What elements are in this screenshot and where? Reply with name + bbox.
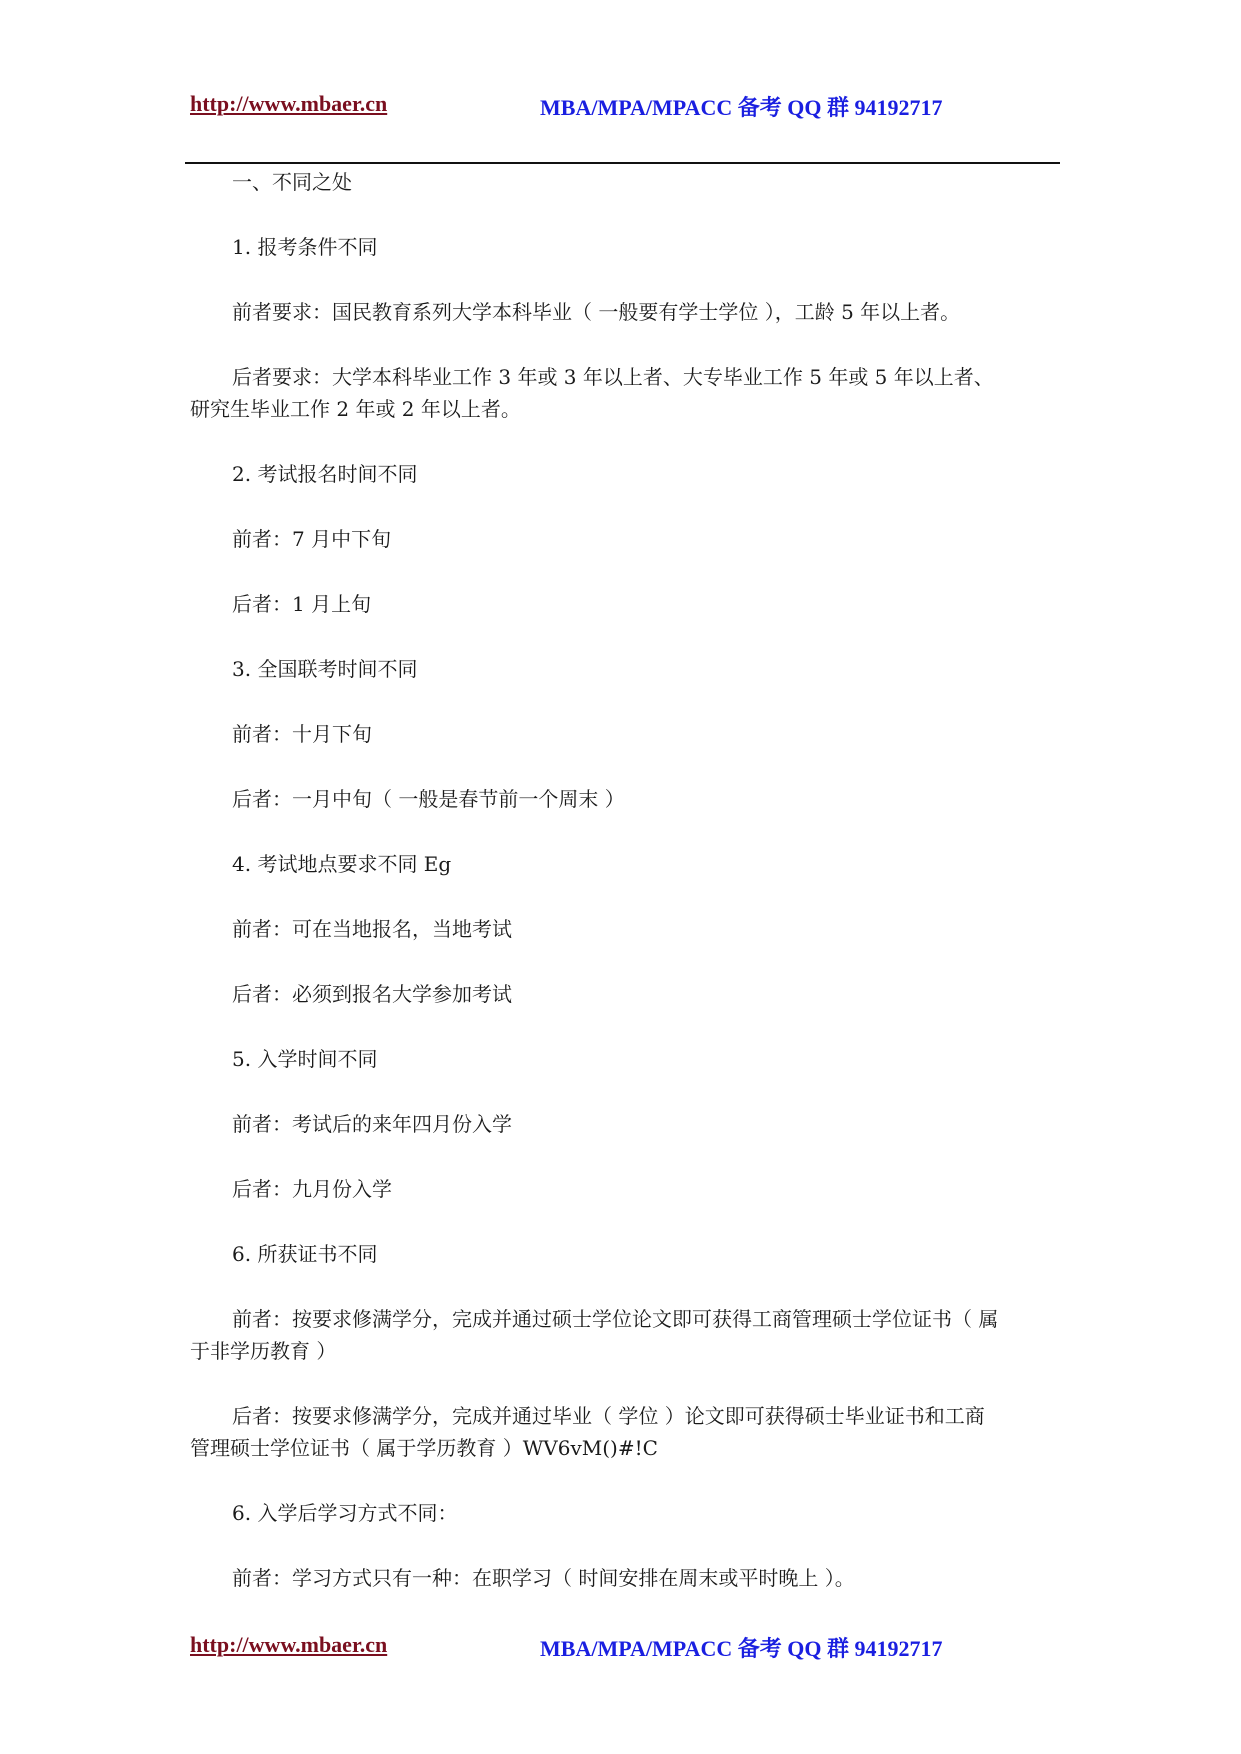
paragraph-line: 管理硕士学位证书（ 属于学历教育 ）WV6vM()#!C [190, 1436, 658, 1460]
paragraph-line: 后者：1 月上旬 [232, 592, 372, 616]
header-divider [185, 162, 1060, 164]
paragraph-line: 研究生毕业工作 2 年或 2 年以上者。 [190, 397, 521, 421]
paragraph-line: 后者要求：大学本科毕业工作 3 年或 3 年以上者、大专毕业工作 5 年或 5 年以上者、 [232, 365, 994, 389]
page-header [190, 91, 1060, 121]
item-heading: 6. 入学后学习方式不同： [232, 1501, 458, 1525]
item-heading: 2. 考试报名时间不同 [232, 462, 418, 486]
section-heading: 一、不同之处 [232, 170, 352, 194]
paragraph-line: 前者：学习方式只有一种：在职学习（ 时间安排在周末或平时晚上 ）。 [232, 1566, 855, 1590]
item-heading: 6. 所获证书不同 [232, 1242, 378, 1266]
paragraph-line: 前者：7 月中下旬 [232, 527, 392, 551]
item-heading: 5. 入学时间不同 [232, 1047, 378, 1071]
page-footer [190, 1632, 1060, 1662]
paragraph-line: 前者要求：国民教育系列大学本科毕业（ 一般要有学士学位 ），工龄 5 年以上者。 [232, 300, 961, 324]
paragraph-line: 前者：十月下旬 [232, 722, 372, 746]
header-promo-text: MBA/MPA/MPACC 备考 QQ 群 94192717 [540, 95, 943, 120]
paragraph-line: 后者：九月份入学 [232, 1177, 392, 1201]
paragraph-line: 前者：按要求修满学分，完成并通过硕士学位论文即可获得工商管理硕士学位证书（ 属 [232, 1307, 999, 1331]
header-website-link[interactable]: http://www.mbaer.cn [190, 91, 388, 116]
footer-website-link[interactable]: http://www.mbaer.cn [190, 1632, 388, 1657]
document-body [190, 166, 1078, 1594]
paragraph-line: 于非学历教育 ） [190, 1339, 337, 1363]
item-heading: 3. 全国联考时间不同 [232, 657, 418, 681]
paragraph-line: 前者：可在当地报名，当地考试 [232, 917, 512, 941]
paragraph-line: 后者：必须到报名大学参加考试 [232, 982, 512, 1006]
paragraph-line: 前者：考试后的来年四月份入学 [232, 1112, 512, 1136]
paragraph-line: 后者：一月中旬（ 一般是春节前一个周末 ） [232, 787, 625, 811]
item-heading: 4. 考试地点要求不同 Eg [232, 852, 452, 876]
footer-promo-text: MBA/MPA/MPACC 备考 QQ 群 94192717 [540, 1636, 943, 1661]
item-heading: 1. 报考条件不同 [232, 235, 378, 259]
paragraph-line: 后者：按要求修满学分，完成并通过毕业（ 学位 ）论文即可获得硕士毕业证书和工商 [232, 1404, 985, 1428]
